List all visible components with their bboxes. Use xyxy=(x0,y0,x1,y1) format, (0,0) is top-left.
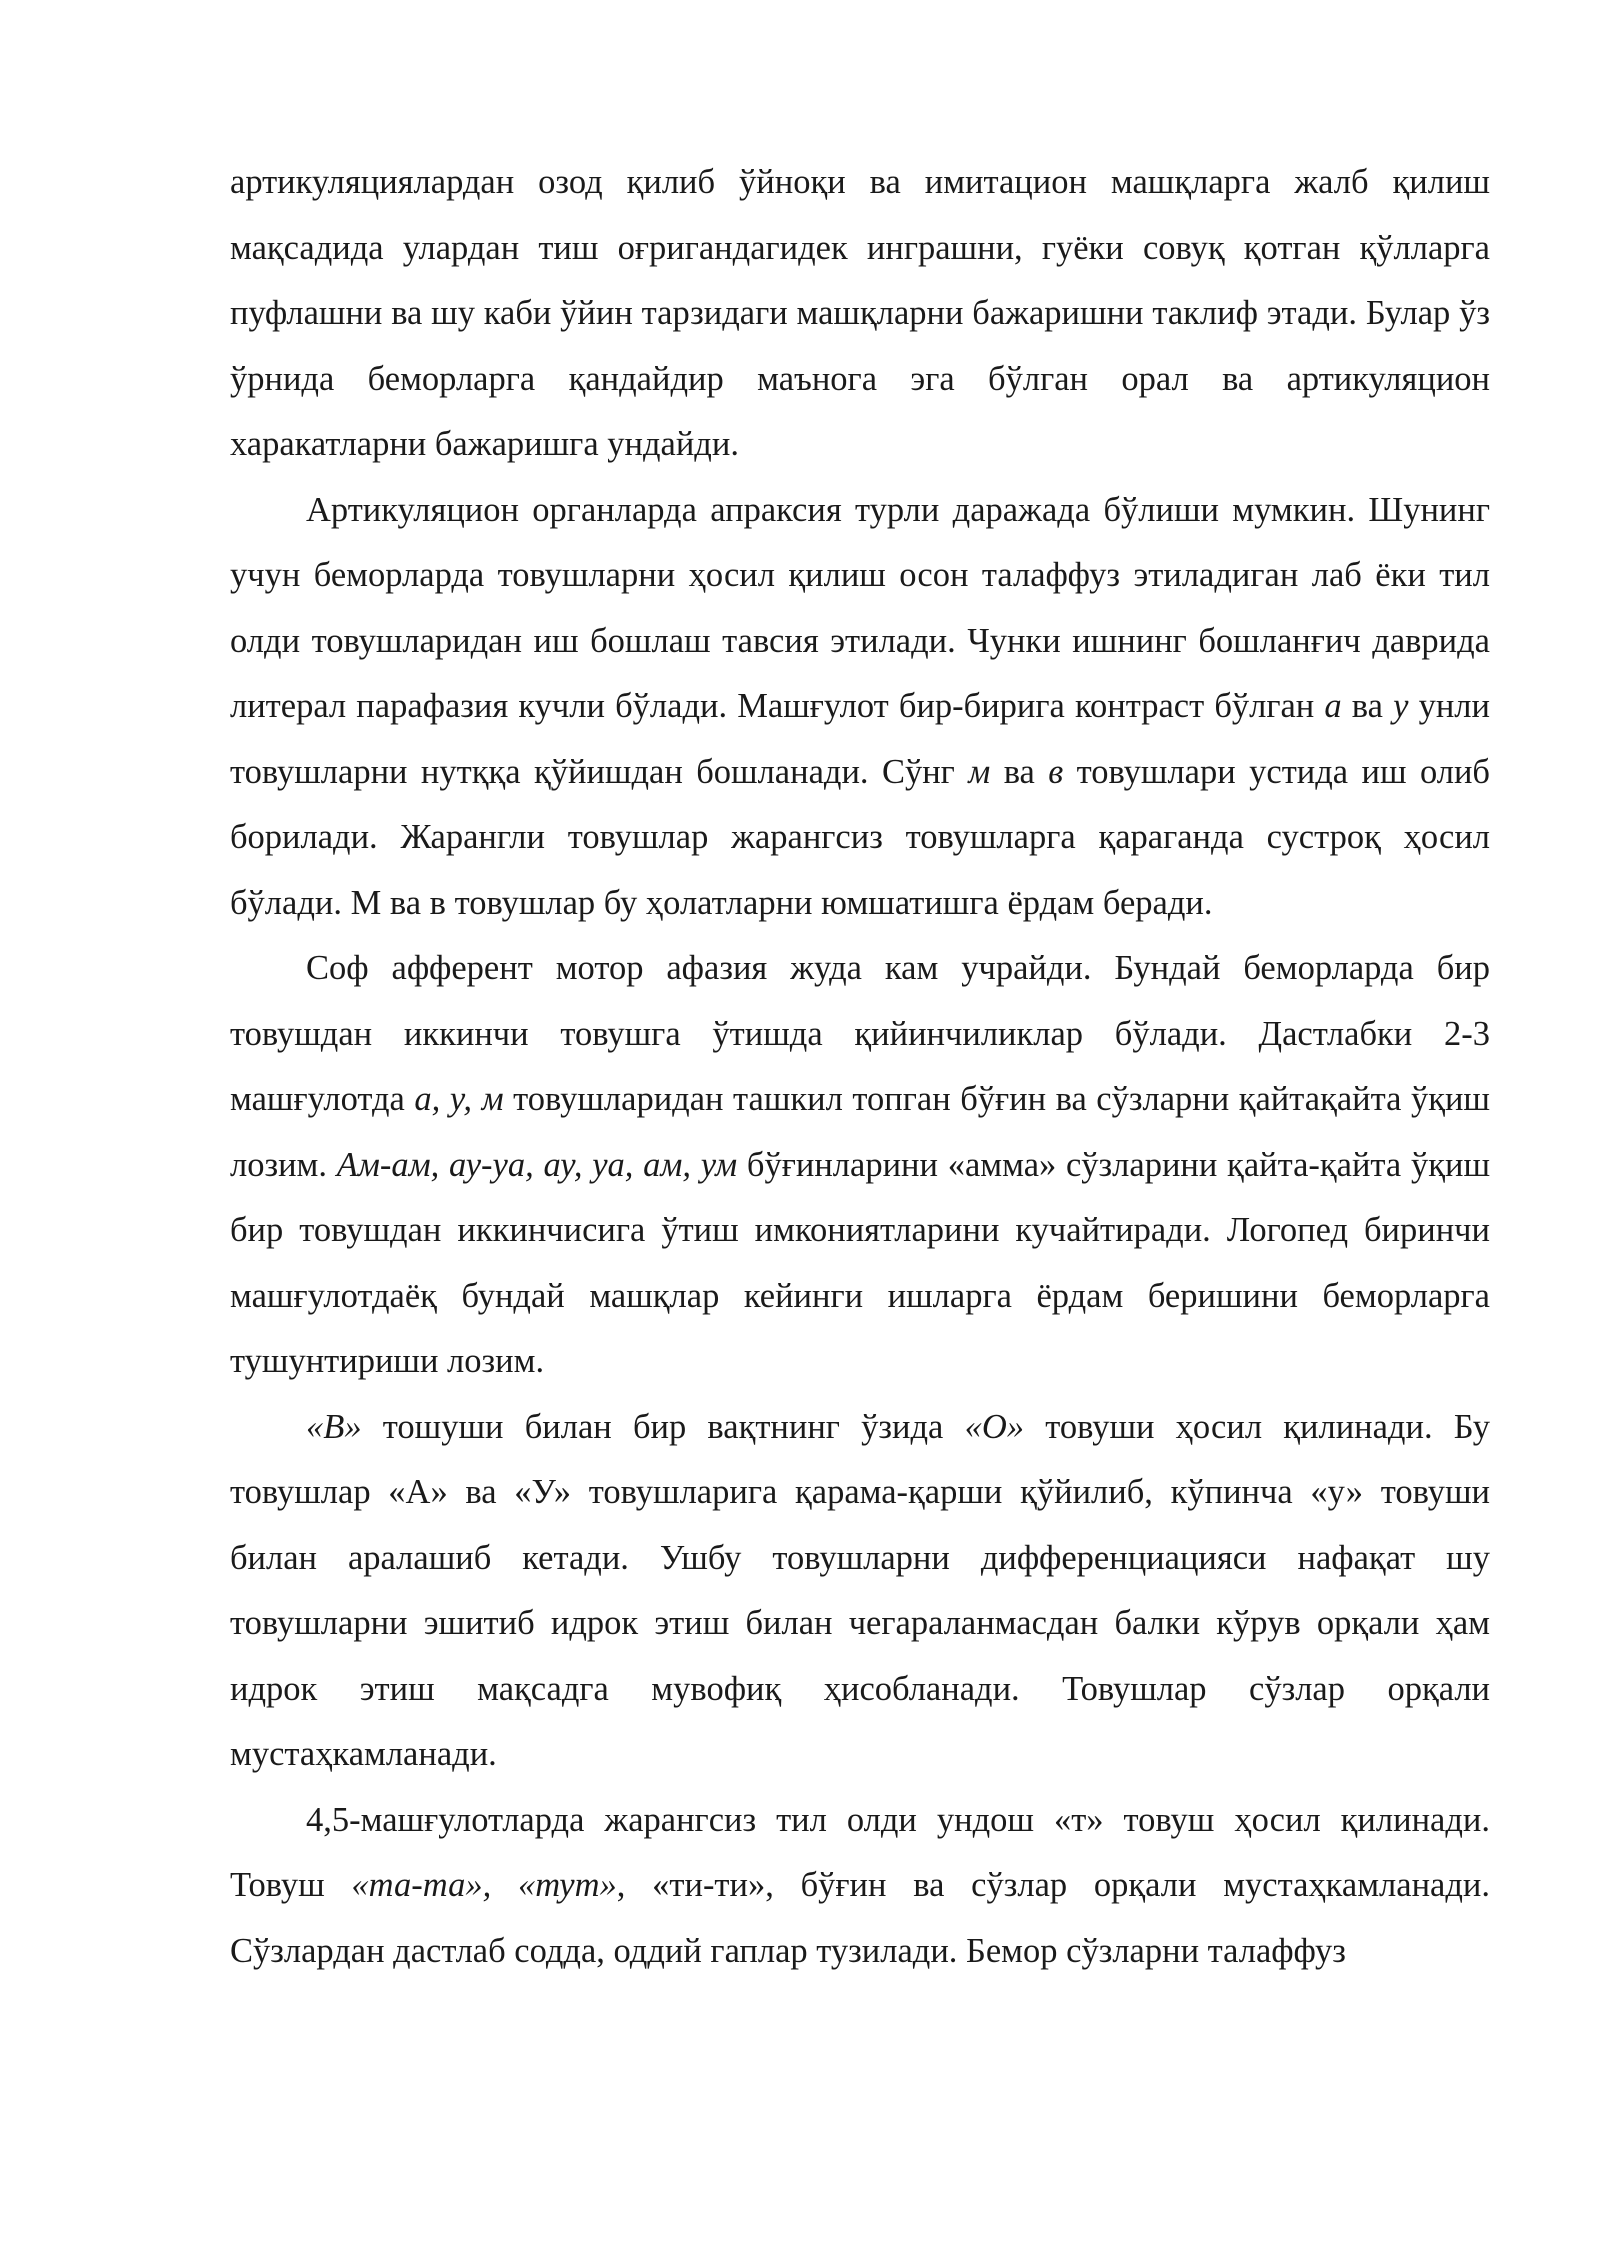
italic-text-run: м xyxy=(968,752,991,791)
text-run: бўғинларини «амма» сўзларини қайта-қайта ўқиш бир товушдан иккинчисига ўтиш имкониятларини кучайтиради. Логопед биринчи машғулотдаёқ бундай машқлар кейинги ишларга ёрдам беришини беморларга тушунтириши лозим. xyxy=(230,1145,1491,1380)
paragraph xyxy=(230,1395,1490,1788)
italic-text-run: у xyxy=(1393,687,1409,725)
italic-text-run: Ам-ам, ау-уа, ау, уа, ам, ум xyxy=(336,1145,738,1184)
paragraph xyxy=(230,936,1490,1395)
text-run: ва xyxy=(1341,687,1394,725)
text-run: товуши ҳосил қилинади. Бу товушлар «А» ва «У» товушларига қарама-қарши қўйилиб, кўпинча «у» товуши билан аралашиб кетади. Ушбу товушларни дифференциацияси нафақат шу товушларни эшитиб идрок этиш билан чегараланмасдан балки кўрув орқали ҳам идрок этиш мақсадга мувофиқ ҳисобланади. Товушлар сўзлар орқали мустаҳкамланади. xyxy=(230,1407,1490,1773)
text-run: унли товушларни нутққа қўйишдан бошланади. Сўнг xyxy=(230,687,1490,791)
text-run: товушлари устида иш олиб борилади. Жарангли товушлар жарангсиз товушларга қараганда сустроқ ҳосил бўлади. М ва в товушлар бу ҳолатларни юмшатишга ёрдам беради. xyxy=(230,752,1490,922)
text-run: 4,5-машғулотларда жарангсиз тил олди ундош «т» товуш ҳосил қилинади. Товуш xyxy=(230,1800,1490,1904)
paragraph xyxy=(230,150,1490,478)
italic-text-run: «та-та», «тут» xyxy=(351,1866,617,1904)
italic-text-run: «О» xyxy=(964,1407,1024,1446)
italic-text-run: «В» xyxy=(306,1407,362,1446)
text-run: Артикуляцион органларда апраксия турли даражада бўлиши мумкин. Шунинг учун беморларда товушларни ҳосил қилиш осон талаффуз этиладиган лаб ёки тил олди товушларидан иш бошлаш тавсия этилади. Чунки ишнинг бошланғич даврида литерал парафазия кучли бўлади. Машғулот бир-бирига контраст бўлган xyxy=(230,490,1490,725)
italic-text-run: а xyxy=(1324,687,1342,725)
body-text xyxy=(230,150,1490,1984)
text-run: товушларидан ташкил топган бўғин ва сўзларни қайтақайта ўқиш лозим. xyxy=(230,1080,1490,1184)
paragraph xyxy=(230,478,1490,937)
text-run: артикуляциялардан озод қилиб ўйноқи ва имитацион машқларга жалб қилиш мақсадида улардан тиш оғригандагидек инграшни, гуёки совуқ қотган қўлларга пуфлашни ва шу каби ўйин тарзидаги машқларни бажаришни таклиф этади. Булар ўз ўрнида беморларга қандайдир маънога эга бўлган орал ва артикуляцион харакатларни бажаришга ундайди. xyxy=(230,163,1490,463)
text-run: Соф афферент мотор афазия жуда кам учрайди. Бундай беморларда бир товушдан иккинчи товушга ўтишда қийинчиликлар бўлади. Дастлабки 2-3 машғулотда xyxy=(230,949,1490,1118)
text-run: ва xyxy=(990,752,1049,791)
text-run: , «ти-ти», бўғин ва сўзлар орқали мустаҳкамланади. Сўзлардан дастлаб содда, оддий гаплар тузилади. Бемор сўзларни талаффуз xyxy=(230,1866,1490,1970)
paragraph xyxy=(230,1788,1490,1985)
italic-text-run: а, у, м xyxy=(414,1080,504,1118)
italic-text-run: в xyxy=(1048,752,1064,791)
text-run: тошуши билан бир вақтнинг ўзида xyxy=(361,1407,965,1446)
